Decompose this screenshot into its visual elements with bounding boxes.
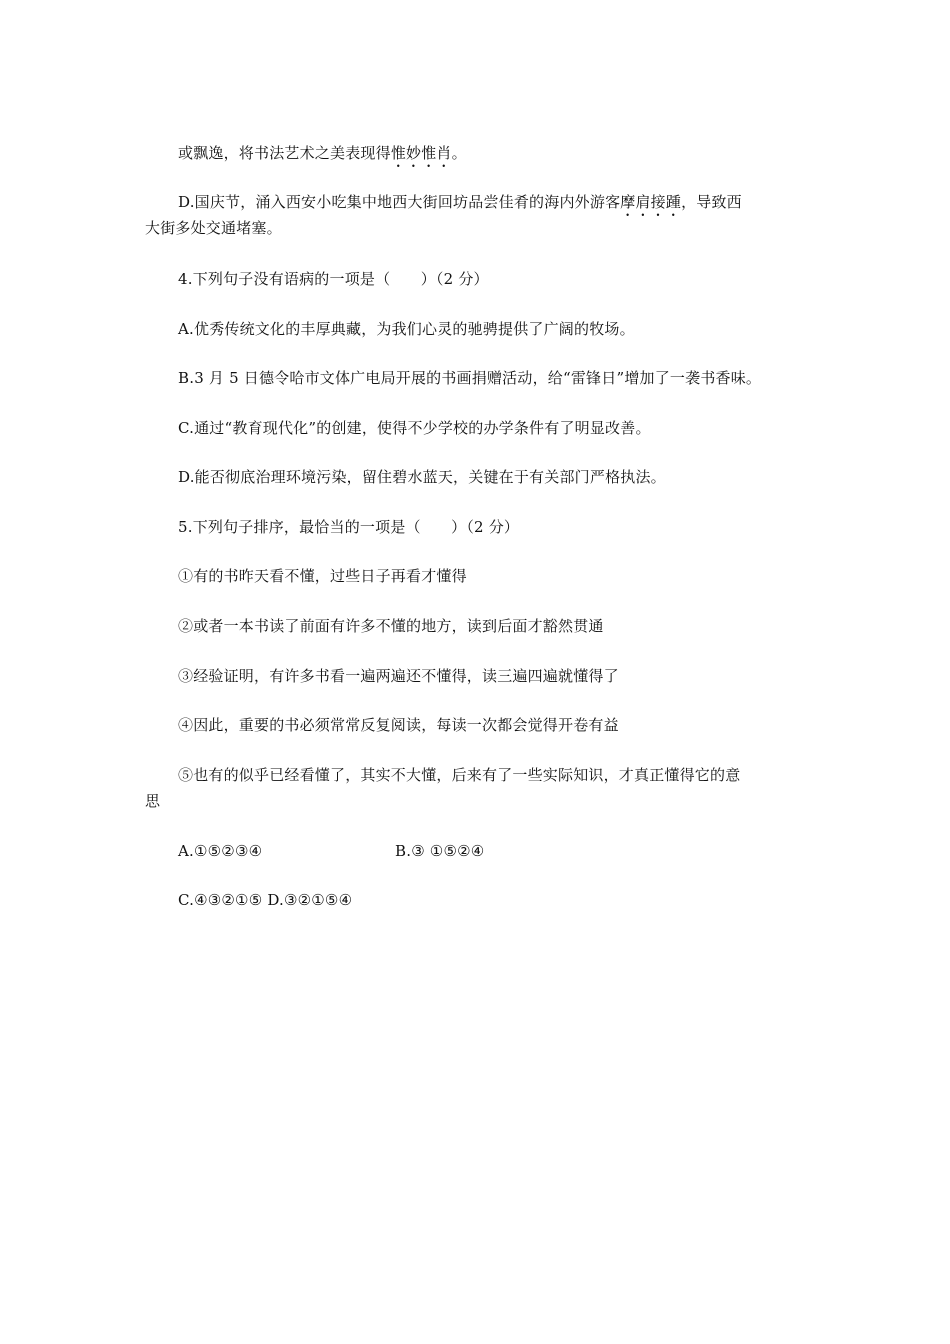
text-segment: D.国庆节，涌入西安小吃集中地西大街回坊品尝佳肴的海内外游客 <box>178 193 621 211</box>
emphasized-idiom: 惟妙惟肖 <box>390 144 452 162</box>
q4-option-b: B.3 月 5 日德令哈市文体广电局开展的书画捐赠活动，给“雷锋日”增加了一袭书香味。 <box>178 369 762 387</box>
q5-sentence-4: ④因此，重要的书必须常常反复阅读，每读一次都会觉得开卷有益 <box>178 716 619 734</box>
q5-option-a: A.①⑤②③④ <box>178 842 263 860</box>
q4-option-a: A.优秀传统文化的丰厚典藏，为我们心灵的驰骋提供了广阔的牧场。 <box>178 320 635 338</box>
text-segment: 或飘逸，将书法艺术之美表现得 <box>178 144 391 162</box>
text-segment: ，导致西 <box>681 193 742 211</box>
q3-option-d-line2: 大街多处交通堵塞。 <box>145 219 282 237</box>
text-segment: 。 <box>451 144 467 162</box>
q5-sentence-3: ③经验证明，有许多书看一遍两遍还不懂得，读三遍四遍就懂得了 <box>178 667 619 685</box>
q5-sentence-5-line2: 思 <box>145 792 161 810</box>
q5-option-b: B.③ ①⑤②④ <box>395 842 485 860</box>
q5-option-c-d: C.④③②①⑤ D.③②①⑤④ <box>178 891 353 909</box>
q4-option-d: D.能否彻底治理环境污染，留住碧水蓝天，关键在于有关部门严格执法。 <box>178 468 666 486</box>
q5-sentence-1: ①有的书昨天看不懂，过些日子再看才懂得 <box>178 567 467 585</box>
q3-option-c-tail <box>178 142 467 171</box>
q4-option-c: C.通过“教育现代化”的创建，使得不少学校的办学条件有了明显改善。 <box>178 419 651 437</box>
question-5-stem: 5.下列句子排序，最恰当的一项是（ ）（2 分） <box>178 518 520 536</box>
emphasized-idiom: 摩肩接踵 <box>620 193 682 211</box>
q5-sentence-2: ②或者一本书读了前面有许多不懂的地方，读到后面才豁然贯通 <box>178 617 604 635</box>
question-4-stem: 4.下列句子没有语病的一项是（ ）（2 分） <box>178 270 489 288</box>
q5-sentence-5: ⑤也有的似乎已经看懂了，其实不大懂，后来有了一些实际知识，才真正懂得它的意 <box>178 766 741 784</box>
q3-option-d <box>178 191 742 220</box>
